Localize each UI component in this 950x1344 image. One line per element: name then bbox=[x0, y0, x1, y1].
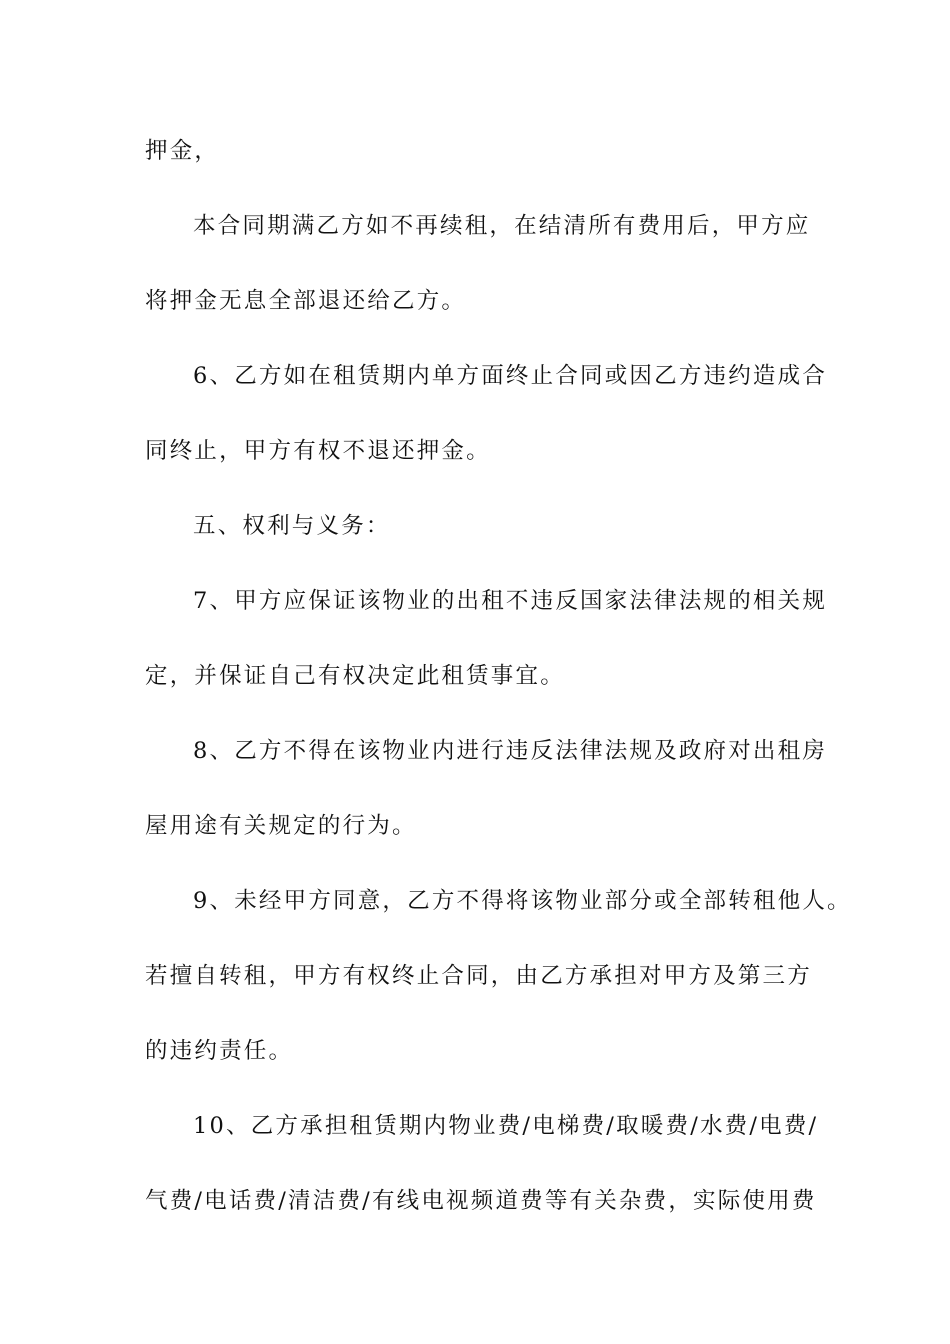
text-line-clause-8-cont: 屋用途有关规定的行为。 bbox=[145, 813, 417, 839]
text-line-clause-6: 6、乙方如在租赁期内单方面终止合同或因乙方违约造成合 bbox=[193, 363, 828, 389]
text-line-clause-8: 8、乙方不得在该物业内进行违反法律法规及政府对出租房 bbox=[193, 738, 828, 764]
text-line-deposit: 押金， bbox=[145, 138, 220, 164]
text-line-deposit-refund: 将押金无息全部退还给乙方。 bbox=[145, 288, 467, 314]
text-line-clause-9: 9、未经甲方同意，乙方不得将该物业部分或全部转租他人。 bbox=[193, 888, 852, 914]
text-line-clause-10: 10、乙方承担租赁期内物业费/电梯费/取暖费/水费/电费/ bbox=[193, 1113, 819, 1139]
text-line-clause-9-cont: 若擅自转租，甲方有权终止合同，由乙方承担对甲方及第三方 bbox=[145, 963, 812, 989]
text-line-clause-9-end: 的违约责任。 bbox=[145, 1038, 294, 1064]
text-line-clause-7-cont: 定，并保证自己有权决定此租赁事宜。 bbox=[145, 663, 565, 689]
section-heading-rights: 五、权利与义务： bbox=[193, 513, 391, 539]
text-line-clause-10-cont: 气费/电话费/清洁费/有线电视频道费等有关杂费，实际使用费 bbox=[145, 1188, 817, 1214]
text-line-contract-expiry: 本合同期满乙方如不再续租，在结清所有费用后，甲方应 bbox=[193, 213, 811, 239]
text-line-clause-7: 7、甲方应保证该物业的出租不违反国家法律法规的相关规 bbox=[193, 588, 828, 614]
text-line-clause-6-cont: 同终止，甲方有权不退还押金。 bbox=[145, 438, 491, 464]
